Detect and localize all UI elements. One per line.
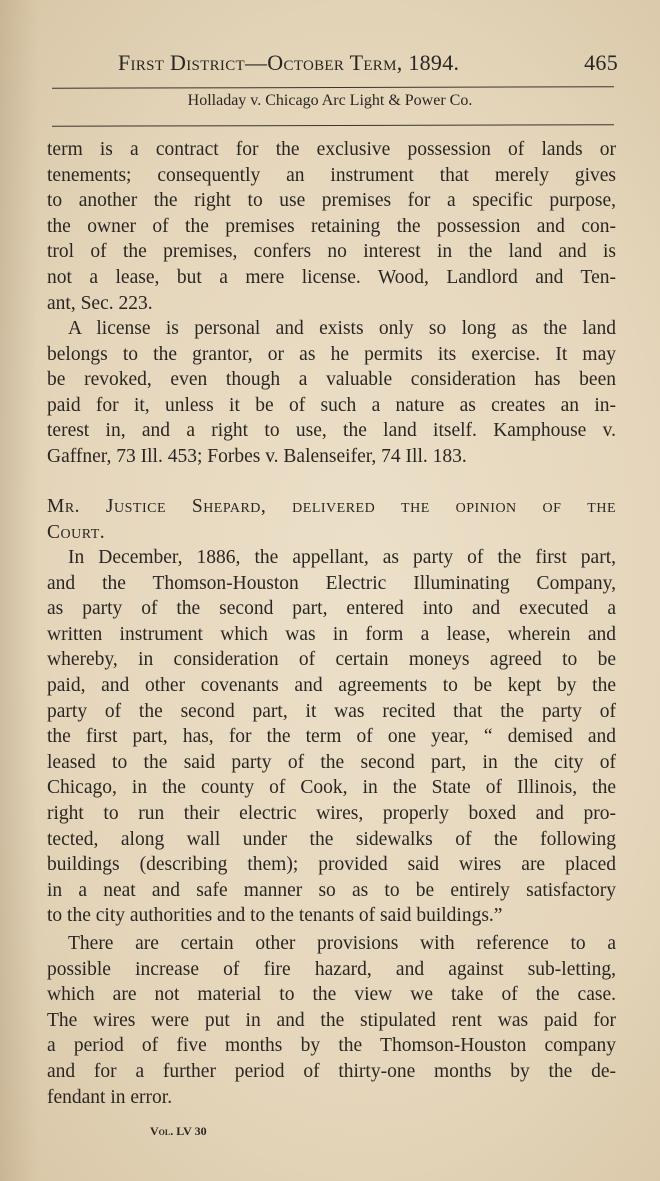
text-line: Gaffner, 73 Ill. 453; Forbes v. Balenseifer, 74 Ill. 183. xyxy=(47,445,467,467)
text-line: paid, and other covenants and agreements to be kept by the xyxy=(47,674,616,696)
text-line: written instrument which was in form a lease, wherein and xyxy=(47,623,616,645)
case-title: Holladay v. Chicago Arc Light & Power Co. xyxy=(187,92,473,109)
paragraph-4 xyxy=(47,931,616,1110)
text-line: which are not material to the view we take of the case. xyxy=(47,984,616,1006)
text-line: a period of five months by the Thomson-Houston company xyxy=(47,1035,616,1057)
text-line: Mr. Justice Shepard, delivered the opinion of the xyxy=(47,496,616,517)
page-number: 465 xyxy=(584,50,618,75)
paragraph-3 xyxy=(47,545,616,929)
page-edge-shadow xyxy=(0,0,38,1181)
text-line: not a lease, but a mere license. Wood, Landlord and Ten- xyxy=(47,266,616,288)
signature-mark: Vol. LV 30 xyxy=(150,1124,207,1138)
text-line: There are certain other provisions with reference to a xyxy=(68,933,616,954)
text-line: The wires were put in and the stipulated rent was paid for xyxy=(47,1009,616,1031)
paragraph-2 xyxy=(47,316,616,470)
text-line: belongs to the grantor, or as he permits its exercise. It may xyxy=(47,343,616,365)
text-line: be revoked, even though a valuable consideration has been xyxy=(47,369,616,391)
header-rule-top xyxy=(52,86,614,88)
text-line: as party of the second part, entered into and executed a xyxy=(47,598,616,620)
text-line: Court. xyxy=(47,521,106,543)
text-line: tected, along wall under the sidewalks of the following xyxy=(47,828,616,850)
header-rule-bottom xyxy=(52,124,614,126)
text-line: and the Thomson-Houston Electric Illuminating Company, xyxy=(47,572,616,594)
text-line: leased to the said party of the second part, in the city of xyxy=(47,751,616,773)
text-line: and for a further period of thirty-one months by the de- xyxy=(47,1060,616,1082)
text-line: Chicago, in the county of Cook, in the State of Illinois, the xyxy=(47,777,616,799)
text-line: party of the second part, it was recited that the party of xyxy=(47,700,616,722)
text-line: the owner of the premises retaining the possession and con- xyxy=(47,215,616,237)
text-line: term is a contract for the exclusive possession of lands or xyxy=(47,139,616,160)
text-line: in a neat and safe manner so as to be entirely satisfactory xyxy=(47,879,616,901)
text-line: to another the right to use premises for a specific purpose, xyxy=(47,190,616,212)
text-line: paid for it, unless it be of such a nature as creates an in- xyxy=(47,394,616,416)
text-line: possible increase of fire hazard, and against sub-letting, xyxy=(47,958,616,980)
text-line: A license is personal and exists only so long as the land xyxy=(68,318,616,339)
text-line: ant, Sec. 223. xyxy=(47,292,153,314)
text-line: tenements; consequently an instrument that merely gives xyxy=(47,164,616,186)
opinion-heading xyxy=(47,494,616,545)
text-line: right to run their electric wires, properly boxed and pro- xyxy=(47,802,616,824)
running-header xyxy=(118,50,618,76)
text-line: trol of the premises, confers no interest in the land and is xyxy=(47,241,616,263)
text-line: whereby, in consideration of certain moneys agreed to be xyxy=(47,649,616,671)
running-title: First District—October Term, 1894. xyxy=(118,50,460,75)
text-line: fendant in error. xyxy=(47,1086,173,1108)
text-line: terest in, and a right to use, the land itself. Kamphouse v. xyxy=(47,420,616,442)
text-line: In December, 1886, the appellant, as party of the first part, xyxy=(68,547,616,568)
text-line: to the city authorities and to the tenants of said buildings.” xyxy=(47,905,503,927)
text-line: the first part, has, for the term of one year, “ demised and xyxy=(47,726,616,748)
paragraph-1 xyxy=(47,137,616,316)
text-line: buildings (describing them); provided said wires are placed xyxy=(47,854,616,876)
